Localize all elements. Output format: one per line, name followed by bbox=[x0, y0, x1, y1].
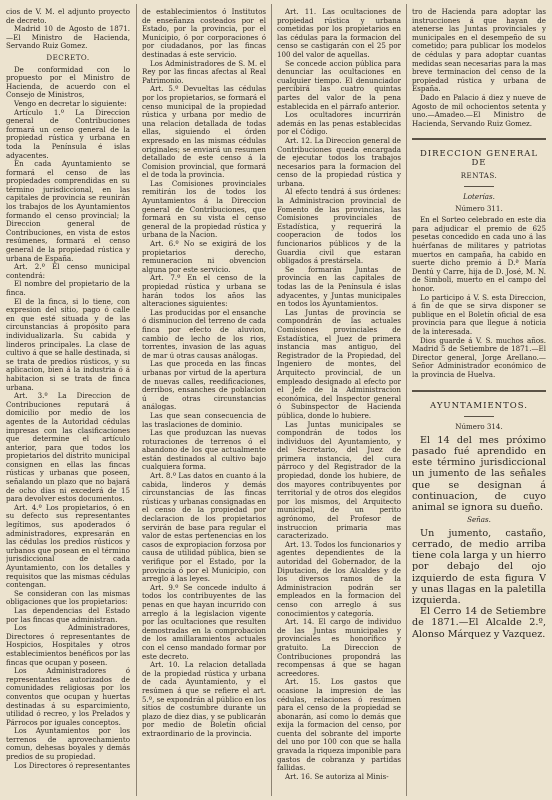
paragraph: Las que produzcan las nuevas roturaciones de terrenos ó el abandono de los que actualmente están destinados al cultivo bajo cualquiera forma. bbox=[142, 428, 266, 472]
paragraph: Art. 13. Todos los funcionarios y agentes dependientes de la autoridad del Gobernador, de la Diputacion, de los Alcaldes y de los diversos ramos de la Administracion podrán ser empleados en la formacion del censo con arreglo á sus conocimientos y categoría. bbox=[277, 539, 401, 618]
column-rule bbox=[406, 4, 407, 796]
paragraph: En cada Ayuntamiento se formará el censo de las propiedades comprendidas en su término jurisdiccional, en las capitales de provincia se reunirán los trabajos de los Ayuntamientos formando el censo provincial; la Direccion general de Contribuciones, en vista de estos resúmenes, formará el censo general de la propiedad rústica y urbana de España. bbox=[6, 159, 130, 263]
divider bbox=[464, 186, 494, 187]
paragraph: Los Administradores ó representantes autorizados de comunidades religiosas por los conventos que ocupan y huertas destinadas á su esparcimiento, utilidad ó recreo, y los Prelados y Párrocos por iguales conceptos. bbox=[6, 666, 130, 727]
paragraph: El de la finca, si lo tiene, con expresion del sitio, pago ó calle en que esté situada y de las circunstancias á propósito para individualizarla. Su cabida y linderos principales. La clase de cultivo á que se halle destinada, si se trata de predios rústicos, y su aplicacion, bien á la industria ó á habitacion si se trata de finca urbana. bbox=[6, 296, 130, 392]
paragraph: Los Ayuntamientos por los terrenos de aprovechamiento comun, dehesas boyales y demás predios de su propiedad. bbox=[6, 726, 130, 762]
paragraph: Art. 2.º El censo municipal contendrá: bbox=[6, 262, 130, 280]
paragraph: Las Comisiones provinciales remitirán los de todos los Ayuntamientos á la Direccion general de Contribuciones, que formará en su vista el censo general de la propiedad rústica y urbana de la Nacion. bbox=[142, 178, 266, 240]
paragraph: Dado en Palacio á diez y nueve de Agosto de mil ochocientos setenta y uno.—Amadeo.—El Ministro de Hacienda, Servando Ruiz Gomez. bbox=[412, 92, 546, 128]
paragraph: Las producidas por el ensanche ó disminucion del terreno de cada finca por efecto de aluvion, cambio de lecho de los rios, torrentes, invasion de las aguas de mar ú otras causas análogas. bbox=[142, 307, 266, 360]
paragraph: Art. 3.º La Direccion de Contribuciones reputará á domicilio por medio de los agentes de la Autoridad cédulas impresas con las clasificaciones que determine el artículo anterior, para que todos los propietarios del distrito municipal consignen en ellas las fincas rústicas y urbanas que poseen, señalando un plazo que no bajará de ocho dias ni excederá de 15 para devolver estos documentos. bbox=[6, 391, 130, 504]
paragraph: El 14 del mes próximo pasado fué aprendido en este término jurisdiccional un jumento de las señales que se designan á continuacion, de cuyo animal se ignora su dueño. bbox=[412, 434, 546, 513]
section-title: DIRECCION GENERAL DE bbox=[419, 149, 539, 168]
section-divider bbox=[412, 138, 546, 140]
paragraph: Madrid 10 de Agosto de 1871.—El Ministro de Hacienda, Servando Ruiz Gomez. bbox=[6, 24, 130, 51]
paragraph: Art. 6.º No se exigirá de los propietarios derecho, remuneracion ni obvencion alguna por este servicio. bbox=[142, 239, 266, 274]
paragraph: Las Juntas municipales se compondrán de todos los individuos del Ayuntamiento, y del Secretario, del Juez de primera instancia, del cura párroco y del Registrador de la propiedad, donde los hubiere, de dos mayores contribuyentes por territorial y de otros dos elegidos por los mismos, del Arquitecto municipal, de un perito agrónomo, del Profesor de instruccion primaria mas caracterizado. bbox=[277, 419, 401, 541]
paragraph: Lo participo á V. S. esta Direccion, á fin de que se sirva disponer se publique en el Boletín oficial de esa provincia para que llegue á noticia de la interesada. bbox=[412, 292, 546, 336]
paragraph: de establecimientos ó Institutos de enseñanza costeados por el Estado, por la provincia, por el Municipio, ó por corporaciones ó por ciudadanos, por las fincas destinadas á este servicio. bbox=[142, 8, 266, 59]
divider bbox=[464, 416, 494, 417]
paragraph: Vengo en decretar lo siguiente: bbox=[14, 98, 127, 108]
paragraph: El nombre del propietario de la finca. bbox=[6, 279, 130, 297]
paragraph: Art. 7.º En el censo de la propiedad rústica y urbana se harán todos los años las alteraciones siguientes: bbox=[142, 273, 266, 309]
subsection-title: Loterías. bbox=[463, 192, 495, 202]
paragraph: Los ocultadores incurrirán además en las penas establecidas por el Código. bbox=[277, 110, 401, 137]
paragraph: Las Juntas de provincia se compondrán de las actuales Comisiones provinciales de Estadística, el Juez de primera instancia mas antiguo, del Registrador de la Propiedad, del Ingeniero de montes, del Arquitecto provincial, de un empleado designado al efecto por el Jefe de la Administracion económica, del Inspector general ó Subinspector de Hacienda pública, donde lo hubiere. bbox=[277, 307, 401, 420]
paragraph: Dios guarde á V. S. muchos años. Madrid 5 de Setiembre de 1871.—El Director general, Jorge Arellano.—Señor Administrador económico de la provincia de Huelva. bbox=[412, 335, 546, 379]
paragraph: Se concede accion pública para denunciar las ocultaciones en cualquier tiempo. El denunciador percibirá las cuatro quintas partes del valor de la pena establecida en el párrafo anterior. bbox=[277, 58, 401, 111]
paragraph: Las que proceda en las fincas urbanas por virtud de la apertura de nuevas calles, reedificaciones, derribos, ensanches de poblacion ú de otras circunstancias análogas. bbox=[142, 359, 266, 412]
paragraph: Art. 10. La relacion detallada de la propiedad rústica y urbana de cada Ayuntamiento, y el resúmen á que se refiere el art. 5.º, se expondrán al público en los sitios de costumbre durante un plazo de diez dias, y se publicarán por medio de Boletín oficial extraordinario de la provincia. bbox=[142, 660, 266, 738]
paragraph: Art. 9.º Se concede indulto á todos los contribuyentes de las penas en que hayan incurrido con arreglo á la legislacion vigente por las ocultaciones que resulten demostradas en la comprobacion de los amillaramientos actuales con el censo mandado formar por este decreto. bbox=[142, 582, 266, 661]
paragraph: tro de Hacienda para adoptar las instrucciones á que hayan de atenerse las Juntas provinciales y municipales en el desempeño de su cometido; para publicar los modelos de cédulas y para adoptar cuantas medidas sean necesarias para la mas breve terminacion del censo de la propiedad rústica y urbana de España. bbox=[412, 8, 546, 94]
paragraph: Art. 14. El cargo de individuo de las Juntas municipales y provinciales es honorífico y gratuito. La Direccion de Contribuciones propondrá las recompensas á que se hagan acreedores. bbox=[277, 617, 401, 678]
paragraph: cios de V. M. el adjunto proyecto de decreto. bbox=[6, 8, 130, 25]
paragraph: Art. 16. Se autoriza al Minis- bbox=[285, 771, 389, 781]
paragraph: Se formarán Juntas de provincia en las capitales de todas las de la Península é islas adyacentes, y Juntas municipales en todos los Ayuntamientos. bbox=[277, 264, 401, 309]
paragraph: Art. 12. La Direccion general de Contribuciones queda encargada de ejecutar todos los trabajos necesarios para la formacion del censo de la propiedad rústica y urbana. bbox=[277, 135, 401, 188]
paragraph: Art. 15. Los gastos que ocasione la impresion de las cédulas, relaciones ó resúmen para el censo de la propiedad se abonarán, así como lo demás que exija la formacion del censo, por cuenta del sobrante del importe del uno por 100 con que se halla gravada la riqueza imponible para gastos de cobranza y partidas fallidas. bbox=[277, 677, 401, 773]
notice-number: Número 311. bbox=[455, 203, 503, 213]
paragraph: Art. 8.º Las datos en cuanto á la cabida, linderos y demás circunstancias de las fincas rústicas y urbanas consignadas en el censo de la propiedad por declaracion de los propietarios servirán de base para regular el valor de estas pertenencias en los casos de expropiacion forzosa por causa de utilidad pública, bien se verifique por el Estado, por la provincia ó por el Municipio, con arreglo á las leyes. bbox=[142, 471, 266, 584]
section-title: AYUNTAMIENTOS. bbox=[430, 400, 528, 411]
column-rule bbox=[136, 4, 137, 796]
paragraph: Los Directores ó representantes bbox=[14, 760, 130, 770]
column-rule bbox=[271, 4, 272, 796]
decree-heading: DECRETO. bbox=[46, 52, 90, 62]
subsection-title: Señas. bbox=[467, 515, 491, 525]
paragraph: Artículo 1.º La Direccion general de Contribuciones formará un censo general de la propiedad rústica y urbana en toda la Península é islas adyacentes. bbox=[6, 107, 130, 160]
paragraph: En el Sorteo celebrado en este dia para adjudicar el premio de 625 pesetas concedido en cada uno á las huérfanas de militares y patriotas muertos en campaña, ha cabido en suerte dicho premio á D.ª María Dentú y Carre, hija de D. José, M. N. de Simboli, muerto en el campo del honor. bbox=[412, 215, 546, 294]
column-4 bbox=[412, 8, 546, 798]
paragraph: Art. 5.º Devueltas las cédulas por los propietarios, se formará el censo municipal de la propiedad rústica y urbana por medio de una relacion detallada de todas ellas, siguiendo el órden expresado en las mismas cédulas originales; se enviará un resumen detallado de este censo á la Comision provincial, que formará el de toda la provincia. bbox=[142, 84, 266, 180]
paragraph: Art. 11. Las ocultaciones de propiedad rústica y urbana cometidas por los propietarios en las cédulas para la formacion del censo se castigarán con el 25 por 100 del valor de aquellas. bbox=[277, 8, 401, 59]
paragraph: Las que sean consecuencia de las traslaciones de dominio. bbox=[142, 410, 266, 429]
paragraph: El Cerro 14 de Setiembre de 1871.—El Alcalde 2.º, Alonso Márquez y Vazquez. bbox=[412, 606, 546, 640]
paragraph: Al efecto tendrá á sus órdenes: la Administracion provincial de Fomento de las provincias, las Comisiones provinciales de Estadística, y requerirá la cooperacion de todos los funcionarios públicos y de la Guardia civil que estaran obligados á prestársela. bbox=[277, 187, 401, 266]
paragraph: Art. 4.º Los propietarios, ó en su defecto sus representantes legítimos, sus apoderados ó administradores, expresarán en las cédulas los predios rústicos y urbanos que posean en el término jurisdiccional de cada Ayuntamiento, con los detalles y requisitos que las mismas cédulas contengan. bbox=[6, 502, 130, 590]
paragraph: Los Administradores, Directores ó representantes de Hospicios, Hospitales y otros establecimientos benéficos por las fincas que ocupan y poseen. bbox=[6, 623, 130, 667]
column-2 bbox=[142, 8, 266, 794]
section-subtitle: RENTAS. bbox=[460, 170, 498, 180]
notice-number: Número 314. bbox=[455, 422, 503, 432]
column-1 bbox=[6, 8, 130, 794]
paragraph: Las dependencias del Estado por las fincas que administran. bbox=[6, 605, 130, 624]
paragraph: De conformidad con lo propuesto por el Ministro de Hacienda, de acuerdo con el Consejo de Ministros, bbox=[6, 64, 130, 100]
paragraph: Un jumento, castaño, cerrado, de medio arriba tiene cola larga y un hierro por debajo del ojo izquierdo de esta figura V y unas llagas en la paletilla izquierda. bbox=[412, 527, 546, 606]
paragraph: Los Administradores de S. M. el Rey por las fincas afectas al Real Patrimonio. bbox=[142, 58, 266, 85]
paragraph: Se consideran con las mismas obligaciones que los propietarios: bbox=[6, 588, 130, 607]
column-3 bbox=[277, 8, 401, 794]
section-divider bbox=[412, 390, 546, 392]
